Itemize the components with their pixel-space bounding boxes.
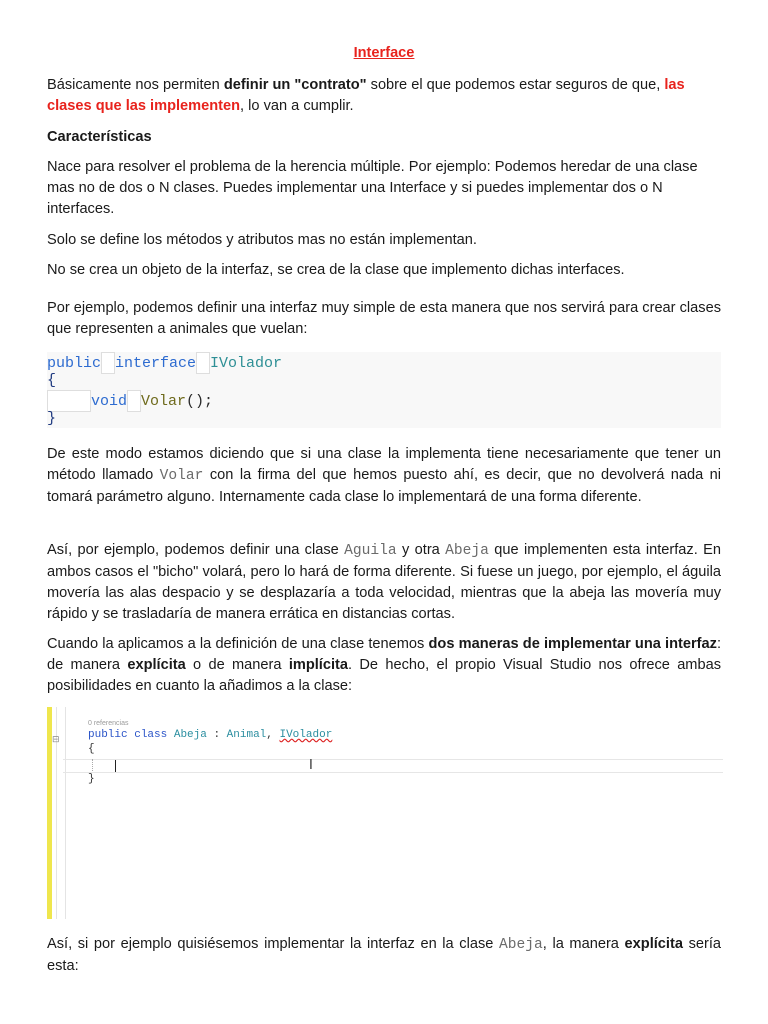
code-keyword-public: public — [47, 354, 102, 372]
asi-text-3: que implementen esta interfaz. En ambos casos el "bicho" volará, pero lo hará de forma diferente. Si fuese un juego, por ejemplo, el águila movería las alas despacio y se desplazaría a toda velocidad, mientras que la abeja las movería muy rápido y se trasladaría de manera errática en distancias cortas. — [47, 542, 721, 622]
ide-keyword-public: public — [88, 729, 128, 741]
ide-screenshot — [47, 707, 723, 919]
cuando-text-4: . De hecho, el propio Visual Studio nos ofrece ambas posibilidades en cuanto la añadimos a la clase: — [47, 657, 721, 694]
asi-paragraph — [47, 540, 721, 625]
code-line-2: { — [47, 372, 57, 389]
intro-text-3: , lo van a cumplir. — [240, 98, 354, 114]
final-paragraph — [47, 934, 721, 977]
features-heading: Características — [47, 129, 152, 145]
objeto-paragraph: No se crea un objeto de la interfaz, se crea de la clase que implemento dichas interfaces. — [47, 262, 625, 278]
ide-keyword-class: class — [134, 729, 168, 741]
ibeam-cursor-icon: I — [309, 758, 313, 773]
code-line-4: } — [47, 410, 57, 427]
define-paragraph: Solo se define los métodos y atributos mas no están implementan. — [47, 232, 477, 248]
document-title — [0, 45, 768, 61]
cuando-bold-2: explícita — [127, 657, 186, 673]
cuando-text-2: : de manera — [47, 636, 721, 673]
ide-class-declaration — [88, 729, 332, 741]
final-text-2: , la manera — [542, 936, 625, 952]
intro-paragraph — [47, 75, 721, 117]
intro-highlight: las clases que las implementen — [47, 77, 685, 114]
modo-text-2: con la firma del que hemos puesto ahí, es decir, que no devolverá nada ni tomará parámetro alguno. Internamente cada clase lo implementará de una forma diferente. — [47, 467, 721, 505]
ide-codelens-references[interactable]: 0 referencias — [88, 720, 129, 727]
ide-open-brace: { — [88, 743, 95, 755]
inline-code-abeja-2: Abeja — [498, 937, 543, 953]
intro-bold: definir un "contrato" — [223, 77, 367, 93]
cuando-paragraph — [47, 634, 721, 697]
code-line-1 — [47, 352, 282, 374]
inline-code-aguila: Aguila — [344, 543, 397, 559]
ide-class-name: Abeja — [173, 729, 207, 741]
cuando-text-1: Cuando la aplicamos a la definición de una clase tenemos — [47, 636, 429, 652]
inline-code-volar: Volar — [159, 468, 204, 484]
final-text-1: Así, si por ejemplo quisiésemos implementar la interfaz en la clase — [47, 936, 499, 952]
ide-close-brace: } — [88, 773, 95, 785]
code-space-marker — [101, 352, 115, 374]
code-keyword-void: void — [91, 392, 128, 410]
code-method-parens: (); — [186, 392, 214, 410]
final-text-3: sería esta: — [47, 936, 722, 974]
collapse-icon[interactable]: ⊟ — [52, 735, 60, 745]
code-space-marker — [127, 390, 141, 412]
cuando-text-3: o de manera — [185, 657, 289, 673]
ide-comma: , — [266, 729, 280, 741]
text-caret — [115, 760, 116, 772]
code-type-name: IVolador — [210, 354, 283, 372]
ide-colon: : — [206, 729, 227, 741]
code-block-interface — [47, 352, 721, 428]
cuando-bold-3: implícita — [288, 657, 349, 673]
final-bold: explícita — [624, 936, 683, 952]
intro-text-1: Básicamente nos permiten — [47, 77, 224, 93]
title-text: Interface — [353, 45, 415, 61]
asi-text-1: Así, por ejemplo, podemos definir una clase — [47, 542, 345, 558]
code-keyword-interface: interface — [115, 354, 197, 372]
cuando-bold-1: dos maneras de implementar una interfaz — [428, 636, 717, 652]
intro-text-2: sobre el que podemos estar seguros de que, — [366, 77, 665, 93]
inline-code-abeja: Abeja — [445, 543, 489, 559]
modo-text-1: De este modo estamos diciendo que si una clase la implementa tiene necesariamente que tener un método llamado — [47, 446, 721, 483]
ide-interface-name-error[interactable]: IVolador — [279, 729, 333, 741]
ide-gutter-line — [65, 707, 66, 919]
asi-text-2: y otra — [396, 542, 446, 558]
ide-base-class: Animal — [226, 729, 267, 741]
code-method-name: Volar — [141, 392, 187, 410]
modo-paragraph — [47, 444, 721, 508]
ide-indent-guide — [92, 759, 94, 771]
herencia-paragraph: Nace para resolver el problema de la herencia múltiple. Por ejemplo: Podemos heredar de una clase mas no de dos o N clases. Puedes implementar una Interface y si puedes implementar dos o N interfaces. — [47, 159, 698, 217]
ide-current-line[interactable] — [63, 759, 723, 773]
code-space-marker — [196, 352, 210, 374]
code-line-3 — [47, 390, 213, 412]
ejemplo-paragraph: Por ejemplo, podemos definir una interfaz muy simple de esta manera que nos servirá para crear clases que representen a animales que vuelan: — [47, 300, 721, 337]
